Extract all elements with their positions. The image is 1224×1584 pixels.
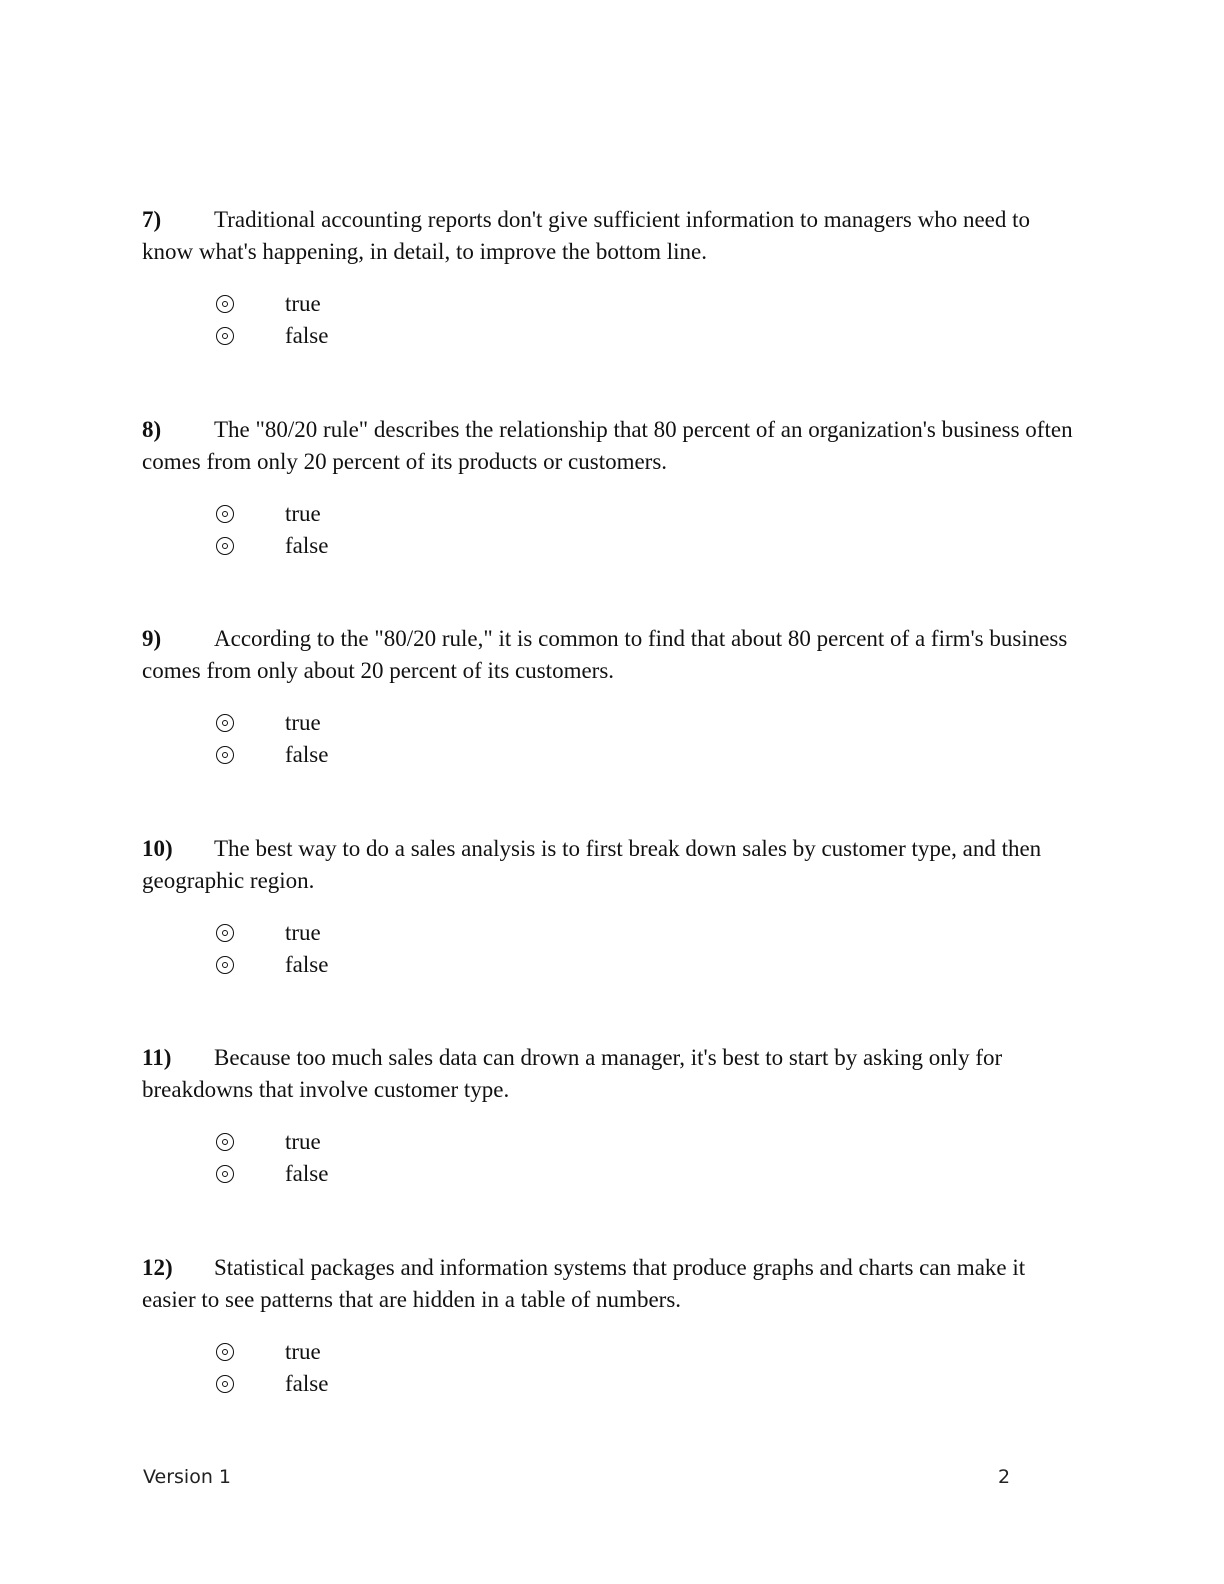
radio-button-icon[interactable] — [216, 537, 234, 555]
question-number: 11) — [142, 1045, 172, 1070]
radio-button-icon[interactable] — [216, 1133, 234, 1151]
option-label: false — [285, 1161, 329, 1186]
option-true[interactable] — [216, 707, 1082, 739]
option-true[interactable] — [216, 288, 1082, 320]
option-false[interactable] — [216, 1158, 1082, 1190]
question-7 — [142, 204, 1082, 352]
question-number: 7) — [142, 207, 162, 232]
question-text: Because too much sales data can drown a manager, it's best to start by asking only for breakdowns that involve customer type. — [142, 1045, 1003, 1102]
option-label: true — [285, 1129, 321, 1154]
option-false[interactable] — [216, 739, 1082, 771]
question-stem — [142, 1042, 1082, 1106]
question-10 — [142, 833, 1082, 981]
question-8 — [142, 414, 1082, 562]
question-text: The best way to do a sales analysis is to first break down sales by customer type, and then geographic region. — [142, 836, 1042, 893]
answer-options — [216, 1126, 1082, 1190]
question-stem — [142, 833, 1082, 897]
radio-button-icon[interactable] — [216, 746, 234, 764]
option-label: true — [285, 291, 321, 316]
option-label: false — [285, 323, 329, 348]
question-11 — [142, 1042, 1082, 1190]
answer-options — [216, 707, 1082, 771]
option-label: false — [285, 1371, 329, 1396]
question-text: Statistical packages and information systems that produce graphs and charts can make it easier to see patterns that are hidden in a table of numbers. — [142, 1255, 1026, 1312]
question-text: The "80/20 rule" describes the relationship that 80 percent of an organization's business often comes from only 20 percent of its products or customers. — [142, 417, 1073, 474]
footer-page-number: 2 — [998, 1466, 1011, 1488]
question-stem — [142, 204, 1082, 268]
option-false[interactable] — [216, 530, 1082, 562]
footer-version: Version 1 — [143, 1466, 231, 1488]
option-label: true — [285, 501, 321, 526]
option-label: true — [285, 1339, 321, 1364]
question-text: According to the "80/20 rule," it is common to find that about 80 percent of a firm's business comes from only about 20 percent of its customers. — [142, 626, 1068, 683]
question-number: 10) — [142, 836, 173, 861]
option-label: false — [285, 533, 329, 558]
radio-button-icon[interactable] — [216, 327, 234, 345]
radio-button-icon[interactable] — [216, 714, 234, 732]
answer-options — [216, 498, 1082, 562]
option-label: true — [285, 710, 321, 735]
radio-button-icon[interactable] — [216, 1165, 234, 1183]
question-12 — [142, 1252, 1082, 1400]
question-number: 12) — [142, 1255, 173, 1280]
radio-button-icon[interactable] — [216, 1375, 234, 1393]
radio-button-icon[interactable] — [216, 505, 234, 523]
radio-button-icon[interactable] — [216, 924, 234, 942]
question-stem — [142, 1252, 1082, 1316]
option-label: false — [285, 742, 329, 767]
question-stem — [142, 414, 1082, 478]
question-text: Traditional accounting reports don't give sufficient information to managers who need to know what's happening, in detail, to improve the bottom line. — [142, 207, 1030, 264]
answer-options — [216, 288, 1082, 352]
option-true[interactable] — [216, 917, 1082, 949]
option-false[interactable] — [216, 1368, 1082, 1400]
radio-button-icon[interactable] — [216, 956, 234, 974]
question-number: 9) — [142, 626, 162, 651]
radio-button-icon[interactable] — [216, 1343, 234, 1361]
question-9 — [142, 623, 1082, 771]
question-stem — [142, 623, 1082, 687]
option-label: false — [285, 952, 329, 977]
option-true[interactable] — [216, 1126, 1082, 1158]
answer-options — [216, 917, 1082, 981]
option-label: true — [285, 920, 321, 945]
option-false[interactable] — [216, 949, 1082, 981]
option-false[interactable] — [216, 320, 1082, 352]
answer-options — [216, 1336, 1082, 1400]
option-true[interactable] — [216, 1336, 1082, 1368]
option-true[interactable] — [216, 498, 1082, 530]
radio-button-icon[interactable] — [216, 295, 234, 313]
question-number: 8) — [142, 417, 162, 442]
